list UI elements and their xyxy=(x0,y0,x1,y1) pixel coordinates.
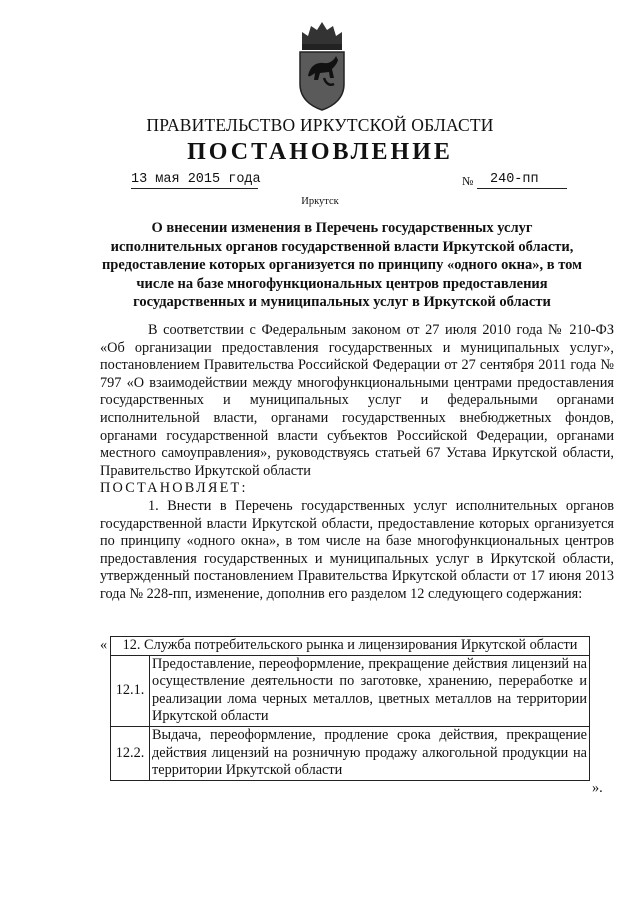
document-body xyxy=(100,322,614,604)
row-number: 12.1. xyxy=(111,655,150,726)
item-1-paragraph: 1. Внести в Перечень государственных услуг исполнительных органов государственной власти Иркутской области, предоставление которых организуется по принципу «одного окна», в том числе на базе многофункциональных центров предоставления государственных и муниципальных услуг в Иркутской области, утвержденный постановлением Правительства Иркутской области от 17 июня 2013 года № 228-пп, изменение, дополнив его разделом 12 следующего содержания: xyxy=(100,497,614,602)
opening-quote: « xyxy=(100,637,108,653)
row-text: Выдача, переоформление, продление срока действия, прекращение действия лицензий на розничную продажу алкогольной продукции на территории Иркутской области xyxy=(150,726,590,780)
number-underline xyxy=(477,188,567,189)
document-title: О внесении изменения в Перечень государственных услуг исполнительных органов государственной власти Иркутской области, предоставление которых организуется по принципу «одного окна», в том числе на базе многофункциональных центров предоставления государственных и муниципальных услуг в Иркутской области xyxy=(101,220,583,310)
city-name: Иркутск xyxy=(301,196,339,207)
row-number: 12.2. xyxy=(111,726,150,780)
row-text: Предоставление, переоформление, прекращение действия лицензий на осуществление деятельности по заготовке, хранению, переработке и реализации лома черных металлов, цветных металлов на территории Иркутской области xyxy=(150,655,590,726)
table-row xyxy=(111,726,590,780)
preamble-paragraph: В соответствии с Федеральным законом от 27 июля 2010 года № 210-ФЗ «Об организации предоставления государственных и муниципальных услуг», постановлением Правительства Российской Федерации от 27 сентября 2011 года № 797 «О взаимодействии между многофункциональными центрами предоставления государственных и муниципальных услуг и федеральными органами исполнительной власти, органами государственных внебюджетных фондов, органами государственной власти субъектов Российской Федерации, органами местного самоуправления», руководствуясь статьей 67 Устава Иркутской области, Правительство Иркутской области xyxy=(100,322,614,479)
section-12-table xyxy=(110,636,590,781)
resolves-heading: ПОСТАНОВЛЯЕТ: xyxy=(100,480,248,497)
document-date: 13 мая 2015 года xyxy=(131,172,261,187)
document-type: ПОСТАНОВЛЕНИЕ xyxy=(187,139,453,165)
document-number: 240-пп xyxy=(490,172,539,187)
section-heading-row xyxy=(111,637,590,656)
number-sign: № xyxy=(462,174,474,188)
irkutsk-coat-of-arms-icon xyxy=(296,20,348,112)
closing-quote: ». xyxy=(592,780,603,796)
table-row xyxy=(111,655,590,726)
organization-name: ПРАВИТЕЛЬСТВО ИРКУТСКОЙ ОБЛАСТИ xyxy=(146,115,494,135)
date-underline xyxy=(131,188,258,189)
section-heading: 12. Служба потребительского рынка и лицензирования Иркутской области xyxy=(111,637,590,656)
